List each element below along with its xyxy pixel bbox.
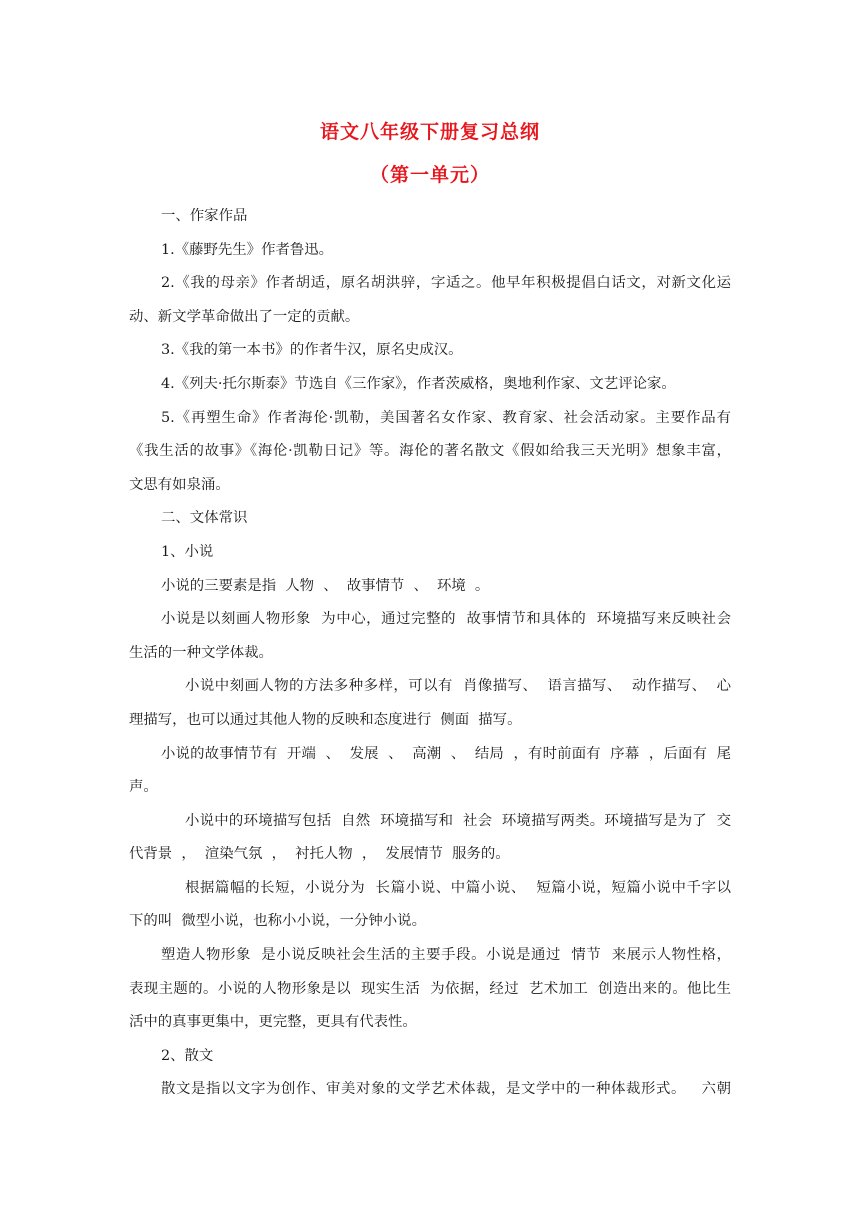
paragraph-line: 活中的真事更集中，更完整，更具有代表性。 xyxy=(129,1014,417,1031)
paragraph-line: 理描写，也可以通过其他人物的反映和态度进行 侧面 描写。 xyxy=(129,711,522,728)
paragraph-line: 4.《列夫·托尔斯泰》节选自《三作家》，作者茨威格，奥地利作家、文艺评论家。 xyxy=(161,375,676,392)
subsection-heading-novel: 1、小说 xyxy=(161,543,214,560)
paragraph-line: 小说的三要素是指 人物 、 故事情节 、 环境 。 xyxy=(161,577,490,594)
paragraph-line: 散文是指以文字为创作、审美对象的文学艺术体裁，是文学中的一种体裁形式。 六朝 xyxy=(161,1081,731,1098)
paragraph-line: 2.《我的母亲》作者胡适，原名胡洪骍，字适之。他早年积极提倡白话文，对新文化运 xyxy=(161,275,731,292)
section-heading-authors: 一、作家作品 xyxy=(161,208,248,224)
section-heading-genre: 二、文体常识 xyxy=(161,510,248,527)
unit-subtitle: （第一单元） xyxy=(369,164,490,186)
paragraph-line: 声。 xyxy=(129,779,158,796)
paragraph-line: 生活的一种文学体裁。 xyxy=(129,644,273,661)
document-body xyxy=(129,200,731,1107)
paragraph-line: 表现主题的。小说的人物形象是以 现实生活 为依据，经过 艺术加工 创造出来的。他比生 xyxy=(129,980,731,997)
paragraph-line: 小说中的环境描写包括 自然 环境描写和 社会 环境描写两类。环境描写是为了 交 xyxy=(185,812,731,829)
paragraph-line: 《我生活的故事》《海伦·凯勒日记》等。海伦的著名散文《假如给我三天光明》想象丰富， xyxy=(129,443,731,460)
document-title: 语文八年级下册复习总纲 xyxy=(319,121,540,143)
paragraph-line: 3.《我的第一本书》的作者牛汉，原名史成汉。 xyxy=(161,342,463,359)
paragraph-line: 文思有如泉涌。 xyxy=(129,476,230,493)
subsection-heading-prose: 2、散文 xyxy=(161,1047,214,1064)
paragraph-line: 5.《再塑生命》作者海伦·凯勒，美国著名女作家、教育家、社会活动家。主要作品有 xyxy=(161,409,731,426)
paragraph-line: 塑造人物形象 是小说反映社会生活的主要手段。小说是通过 情节 来展示人物性格， xyxy=(161,947,731,964)
paragraph-line: 小说中刻画人物的方法多种多样，可以有 肖像描写、 语言描写、 动作描写、 心 xyxy=(185,678,731,695)
paragraph-line: 1.《藤野先生》作者鲁迅。 xyxy=(161,241,334,258)
paragraph-line: 下的叫 微型小说，也称小小说，一分钟小说。 xyxy=(129,913,426,930)
paragraph-line: 动、新文学革命做出了一定的贡献。 xyxy=(129,308,360,325)
paragraph-line: 代背景 ， 渲染气氛 ， 衬托人物 ， 发展情节 服务的。 xyxy=(129,846,510,863)
paragraph-line: 小说是以刻画人物形象 为中心，通过完整的 故事情节和具体的 环境描写来反映社会 xyxy=(161,611,731,628)
paragraph-line: 根据篇幅的长短，小说分为 长篇小说、中篇小说、 短篇小说，短篇小说中千字以 xyxy=(185,879,731,896)
paragraph-line: 小说的故事情节有 开端 、 发展 、 高潮 、 结局 ，有时前面有 序幕 ，后面有 尾 xyxy=(161,745,731,762)
